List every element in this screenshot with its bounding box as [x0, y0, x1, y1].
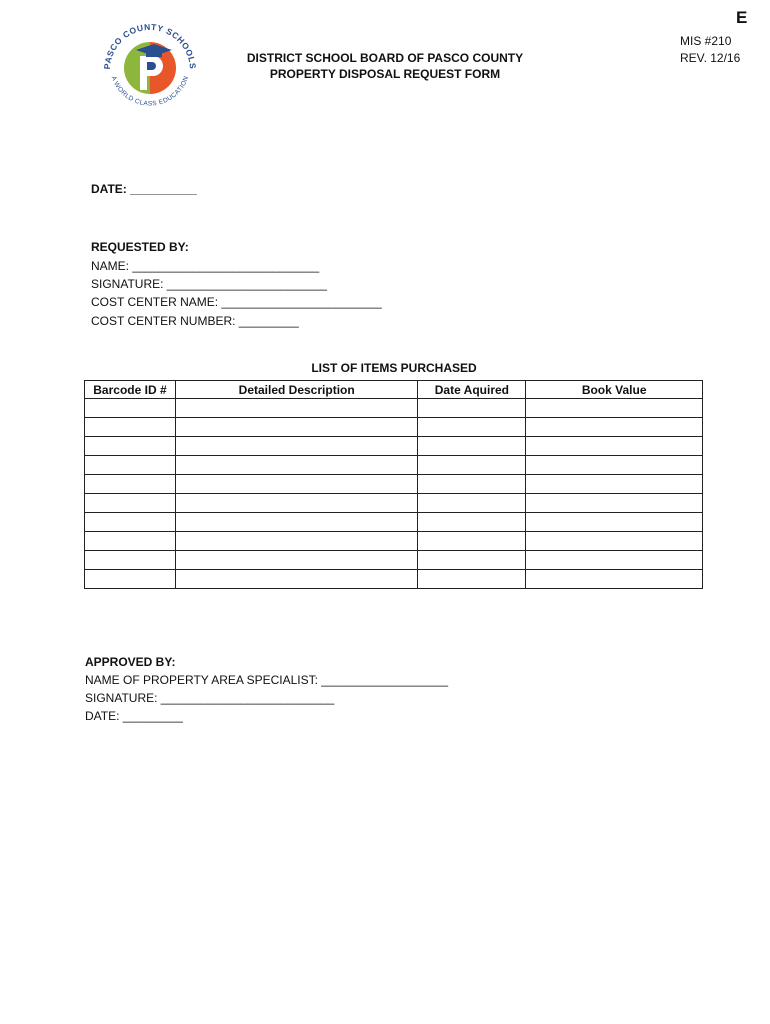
items-table-title: LIST OF ITEMS PURCHASED	[311, 361, 477, 375]
table-row	[85, 418, 703, 437]
table-cell	[175, 532, 418, 551]
table-cell	[175, 494, 418, 513]
table-cell	[418, 532, 526, 551]
pasco-county-schools-logo	[100, 20, 200, 116]
requested-by-heading: REQUESTED BY:	[91, 240, 189, 254]
table-cell	[418, 399, 526, 418]
column-header-date-acquired: Date Aquired	[418, 381, 526, 399]
table-cell	[175, 475, 418, 494]
table-row	[85, 570, 703, 589]
table-cell	[175, 551, 418, 570]
table-cell	[175, 437, 418, 456]
table-cell	[85, 418, 176, 437]
table-row	[85, 513, 703, 532]
table-row	[85, 456, 703, 475]
table-cell	[85, 494, 176, 513]
approver-signature-field: SIGNATURE: __________________________	[85, 691, 335, 705]
specialist-name-field: NAME OF PROPERTY AREA SPECIALIST: ___________________	[85, 673, 449, 687]
table-cell	[526, 418, 703, 437]
table-cell	[175, 570, 418, 589]
table-cell	[526, 532, 703, 551]
form-identifier	[680, 33, 740, 67]
header-line2: PROPERTY DISPOSAL REQUEST FORM	[269, 67, 501, 81]
table-cell	[85, 532, 176, 551]
table-cell	[175, 513, 418, 532]
table-cell	[175, 418, 418, 437]
form-header	[200, 50, 570, 82]
table-cell	[418, 494, 526, 513]
cost-center-name-field: COST CENTER NAME: ________________________	[91, 295, 382, 309]
table-row	[85, 551, 703, 570]
table-row	[85, 437, 703, 456]
table-cell	[418, 418, 526, 437]
table-cell	[85, 456, 176, 475]
table-cell	[418, 475, 526, 494]
table-cell	[526, 494, 703, 513]
table-cell	[418, 513, 526, 532]
table-cell	[526, 513, 703, 532]
table-cell	[526, 475, 703, 494]
table-cell	[175, 456, 418, 475]
svg-text:A WORLD CLASS EDUCATION: A WORLD CLASS EDUCATION	[109, 75, 191, 108]
table-cell	[418, 456, 526, 475]
requester-signature-field: SIGNATURE: ________________________	[91, 277, 327, 291]
date-field: DATE: __________	[91, 182, 197, 196]
table-cell	[85, 513, 176, 532]
table-cell	[418, 570, 526, 589]
header-line1: DISTRICT SCHOOL BOARD OF PASCO COUNTY	[246, 51, 524, 65]
table-cell	[85, 475, 176, 494]
table-cell	[526, 456, 703, 475]
svg-text:PASCO COUNTY SCHOOLS: PASCO COUNTY SCHOOLS	[101, 21, 199, 70]
column-header-description: Detailed Description	[175, 381, 418, 399]
approved-by-heading: APPROVED BY:	[85, 655, 176, 669]
table-cell	[85, 570, 176, 589]
items-table	[84, 380, 703, 589]
table-cell	[85, 437, 176, 456]
form-revision: REV. 12/16	[680, 51, 741, 65]
items-table-header	[85, 381, 703, 399]
requester-name-field: NAME: ____________________________	[91, 259, 320, 273]
table-row	[85, 494, 703, 513]
table-row	[85, 399, 703, 418]
table-cell	[418, 551, 526, 570]
table-cell	[526, 570, 703, 589]
table-row	[85, 532, 703, 551]
table-cell	[526, 551, 703, 570]
table-cell	[526, 437, 703, 456]
form-number: MIS #210	[680, 34, 732, 48]
cost-center-number-field: COST CENTER NUMBER: _________	[91, 314, 299, 328]
table-cell	[85, 399, 176, 418]
table-cell	[418, 437, 526, 456]
appendix-letter: E	[736, 8, 748, 27]
table-cell	[85, 551, 176, 570]
column-header-book-value: Book Value	[526, 381, 703, 399]
table-cell	[526, 399, 703, 418]
table-row	[85, 475, 703, 494]
column-header-barcode: Barcode ID #	[85, 381, 176, 399]
table-cell	[175, 399, 418, 418]
approval-date-field: DATE: _________	[85, 709, 183, 723]
